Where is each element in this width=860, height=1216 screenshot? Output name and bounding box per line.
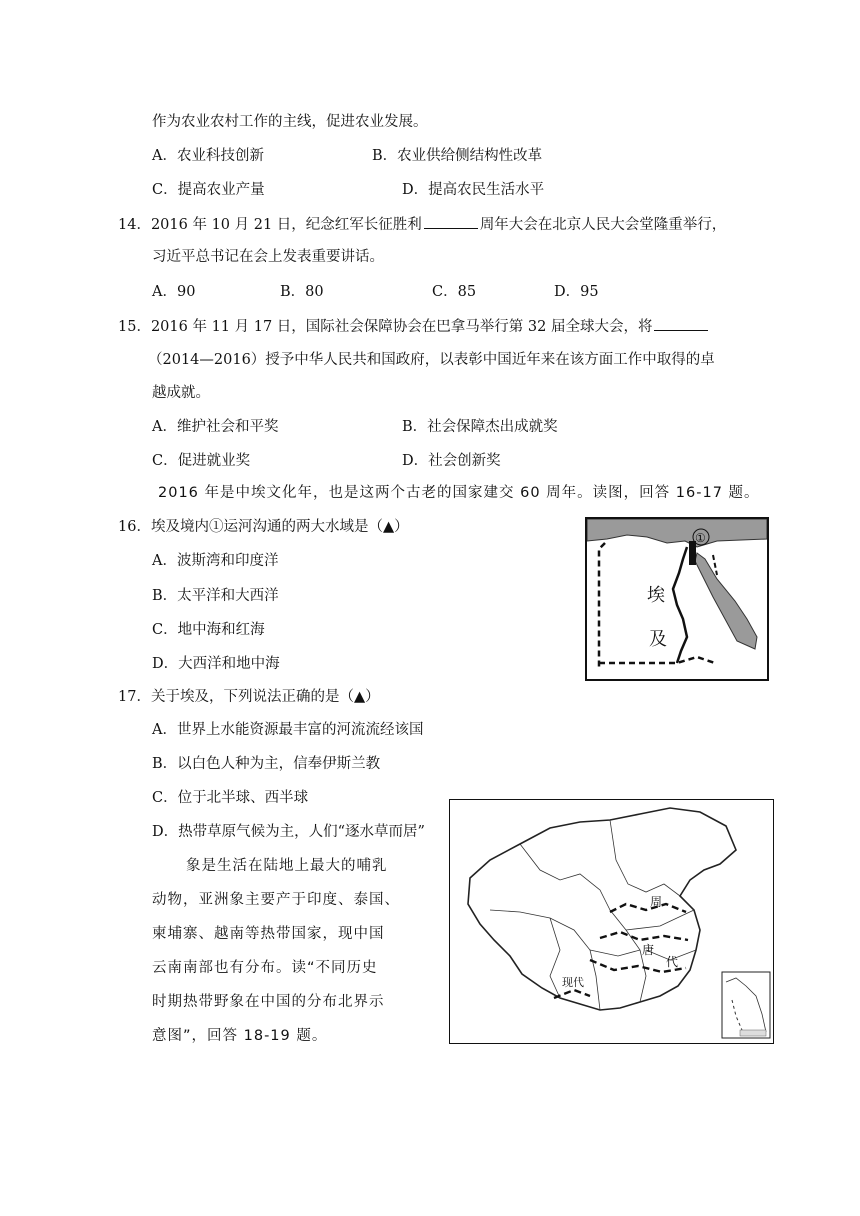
boundary-modern xyxy=(554,990,590,998)
q13-option-a: A．农业科技创新 xyxy=(152,148,264,164)
china-label-modern: 现代 xyxy=(562,976,584,989)
egypt-map-drawing xyxy=(587,519,767,679)
egypt-west-border xyxy=(599,543,605,669)
material-18-19-line2: 动物，亚洲象主要产于印度、泰国、 xyxy=(152,892,400,908)
red-sea xyxy=(695,553,757,649)
q15-line3: 越成就。 xyxy=(152,385,210,401)
egypt-label-1: 埃 xyxy=(647,585,665,606)
china-label-tang: 唐 xyxy=(642,943,655,957)
q15-option-b: B．社会保障杰出成就奖 xyxy=(402,419,558,435)
province-line xyxy=(520,844,610,910)
material-18-19-line4: 云南南部也有分布。读“不同历史 xyxy=(152,960,378,976)
egypt-south-border xyxy=(599,657,715,663)
material-18-19-line6: 意图”，回答 18-19 题。 xyxy=(152,1028,328,1044)
q15-line1-text: 15．2016 年 11 月 17 日，国际社会保障协会在巴拿马举行第 32 届全球大会，将 xyxy=(118,319,653,335)
q13-option-b: B．农业供给侧结构性改革 xyxy=(372,148,543,164)
q14-line1 xyxy=(118,214,726,235)
province-line xyxy=(590,950,640,956)
province-line xyxy=(490,910,600,1010)
china-map xyxy=(449,799,774,1044)
q17-option-d: D．热带草原气候为主，人们“逐水草而居” xyxy=(152,824,425,840)
material-16-17: 2016 年是中埃文化年，也是这两个古老的国家建交 60 周年。读图，回答 16-17 题。 xyxy=(158,485,760,501)
province-line xyxy=(610,910,646,1002)
south-china-sea-inset xyxy=(722,972,770,1038)
q16-option-c: C．地中海和红海 xyxy=(152,622,265,638)
q17-stem: 17．关于埃及，下列说法正确的是（▲） xyxy=(118,689,380,705)
mediterranean-land xyxy=(587,519,767,547)
q14-line1-after: 周年大会在北京人民大会堂隆重举行， xyxy=(479,217,727,233)
q15-option-c: C．促进就业奖 xyxy=(152,453,251,469)
china-map-drawing xyxy=(450,800,773,1043)
answer-blank xyxy=(654,316,708,331)
boundary-tang xyxy=(600,932,688,940)
nile-river xyxy=(673,547,687,663)
q15-line2: （2014—2016）授予中华人民共和国政府，以表彰中国近年来在该方面工作中取得的卓 xyxy=(148,352,715,368)
q16-option-b: B．太平洋和大西洋 xyxy=(152,588,279,604)
q14-option-b: B．80 xyxy=(280,284,324,300)
inset-label-box xyxy=(740,1030,766,1036)
china-label-zhou: 周 xyxy=(650,895,663,909)
boundary-zhou xyxy=(610,904,686,912)
q13-option-d: D．提高农民生活水平 xyxy=(402,182,545,198)
q14-option-d: D．95 xyxy=(554,284,599,300)
q15-option-a: A．维护社会和平奖 xyxy=(152,419,279,435)
q14-option-c: C．85 xyxy=(432,284,477,300)
china-outline xyxy=(468,808,736,1010)
q17-option-a: A．世界上水能资源最丰富的河流流经该国 xyxy=(152,722,424,738)
q16-option-d: D．大西洋和地中海 xyxy=(152,656,280,672)
q15-option-d: D．社会创新奖 xyxy=(402,453,501,469)
egypt-map-marker: ① xyxy=(695,531,706,545)
egypt-label-2: 及 xyxy=(649,629,667,650)
q13-option-c: C．提高农业产量 xyxy=(152,182,265,198)
egypt-east-border xyxy=(713,555,717,575)
q17-option-c: C．位于北半球、西半球 xyxy=(152,790,309,806)
egypt-map xyxy=(585,517,769,681)
material-18-19-line1: 象是生活在陆地上最大的哺乳 xyxy=(186,858,388,874)
q17-option-b: B．以白色人种为主，信奉伊斯兰教 xyxy=(152,756,381,772)
answer-blank xyxy=(424,214,478,229)
q16-stem: 16．埃及境内①运河沟通的两大水域是（▲） xyxy=(118,519,409,535)
material-18-19-line3: 柬埔寨、越南等热带国家，现中国 xyxy=(152,926,385,942)
province-line xyxy=(550,918,560,998)
q14-line2: 习近平总书记在会上发表重要讲话。 xyxy=(152,249,384,265)
china-label-dai: 代 xyxy=(666,955,679,969)
q14-line1-before: 14．2016 年 10 月 21 日，纪念红军长征胜利 xyxy=(118,217,422,233)
q14-option-a: A．90 xyxy=(152,284,196,300)
q16-option-a: A．波斯湾和印度洋 xyxy=(152,553,279,569)
q15-line1 xyxy=(118,316,710,337)
province-line xyxy=(626,910,694,930)
province-line xyxy=(610,820,680,896)
material-18-19-line5: 时期热带野象在中国的分布北界示 xyxy=(152,994,385,1010)
intro-line: 作为农业农村工作的主线，促进农业发展。 xyxy=(152,114,428,130)
